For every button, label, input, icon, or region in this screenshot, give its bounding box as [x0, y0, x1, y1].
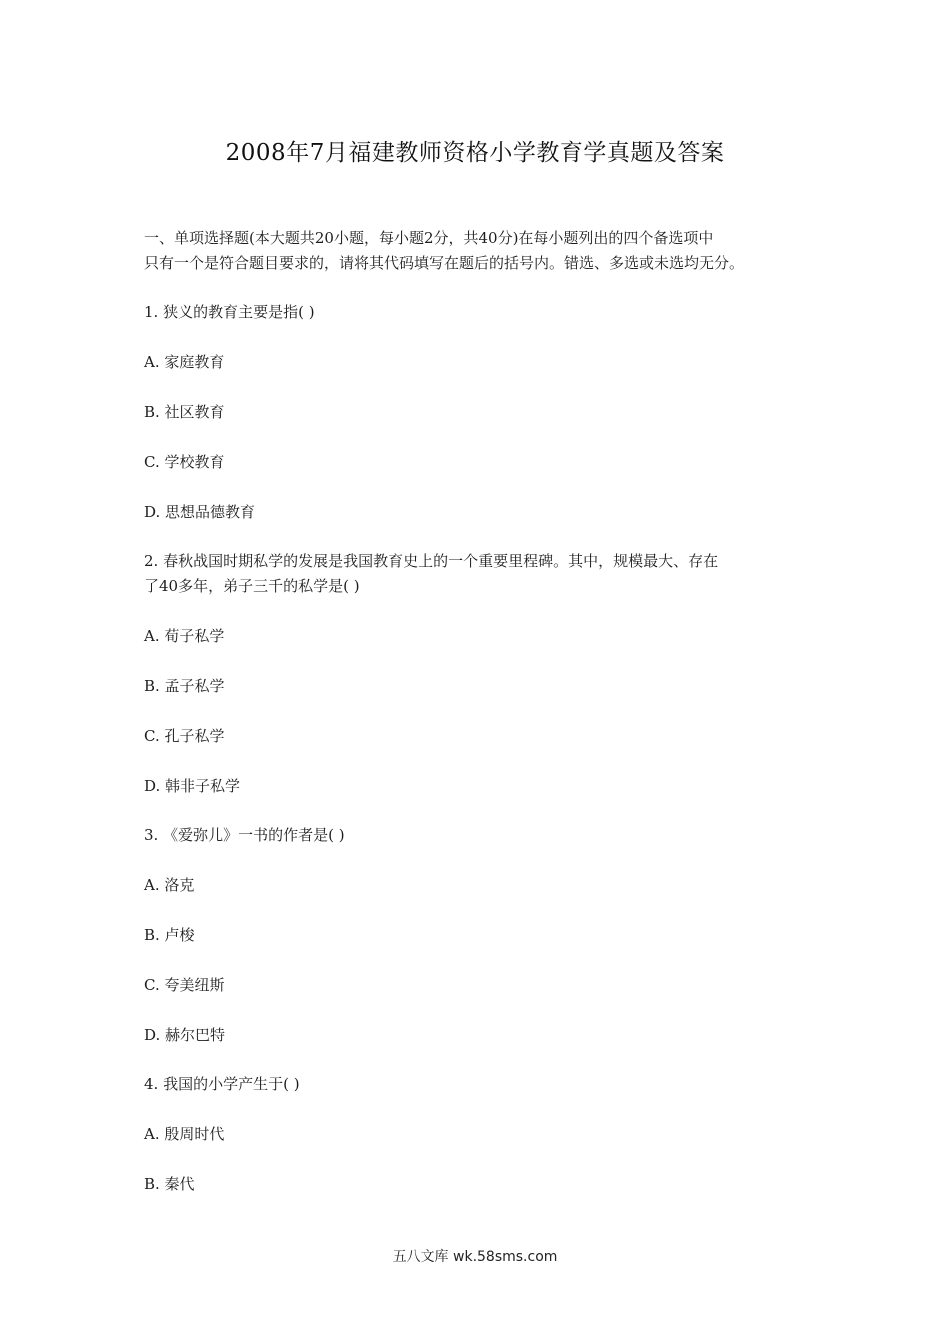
question-3-option-d: D. 赫尔巴特: [144, 1026, 226, 1044]
question-1-option-b: B. 社区教育: [144, 403, 225, 421]
question-3-stem: 3. 《爱弥儿》一书的作者是( ): [144, 826, 345, 844]
section-intro-line-1: 一、单项选择题(本大题共20小题，每小题2分，共40分)在每小题列出的四个备选项中: [144, 229, 714, 247]
question-4-stem: 4. 我国的小学产生于( ): [144, 1075, 300, 1093]
footer-watermark-text: 五八文库 wk.58sms.com: [392, 1249, 558, 1265]
question-2-stem: 2. 春秋战国时期私学的发展是我国教育史上的一个重要里程碑。其中，规模最大、存在: [144, 552, 719, 570]
section-intro-line-2: 只有一个是符合题目要求的，请将其代码填写在题后的括号内。错选、多选或未选均无分。: [144, 254, 745, 272]
question-2-stem-continued: 了40多年，弟子三千的私学是( ): [144, 577, 360, 595]
question-1-stem: 1. 狭义的教育主要是指( ): [144, 303, 315, 321]
question-3-option-b: B. 卢梭: [144, 926, 195, 944]
question-3-option-a: A. 洛克: [144, 876, 195, 894]
question-2-option-a: A. 荀子私学: [144, 627, 225, 645]
question-2-option-b: B. 孟子私学: [144, 677, 225, 695]
question-4-option-b: B. 秦代: [144, 1175, 195, 1193]
question-2-option-d: D. 韩非子私学: [144, 777, 241, 795]
question-1-option-a: A. 家庭教育: [144, 353, 225, 371]
document-title: 2008年7月福建教师资格小学教育学真题及答案: [225, 140, 725, 166]
question-2-option-c: C. 孔子私学: [144, 727, 225, 745]
question-1-option-d: D. 思想品德教育: [144, 503, 256, 521]
question-4-option-a: A. 殷周时代: [144, 1125, 225, 1143]
question-1-option-c: C. 学校教育: [144, 453, 225, 471]
question-3-option-c: C. 夸美纽斯: [144, 976, 225, 994]
